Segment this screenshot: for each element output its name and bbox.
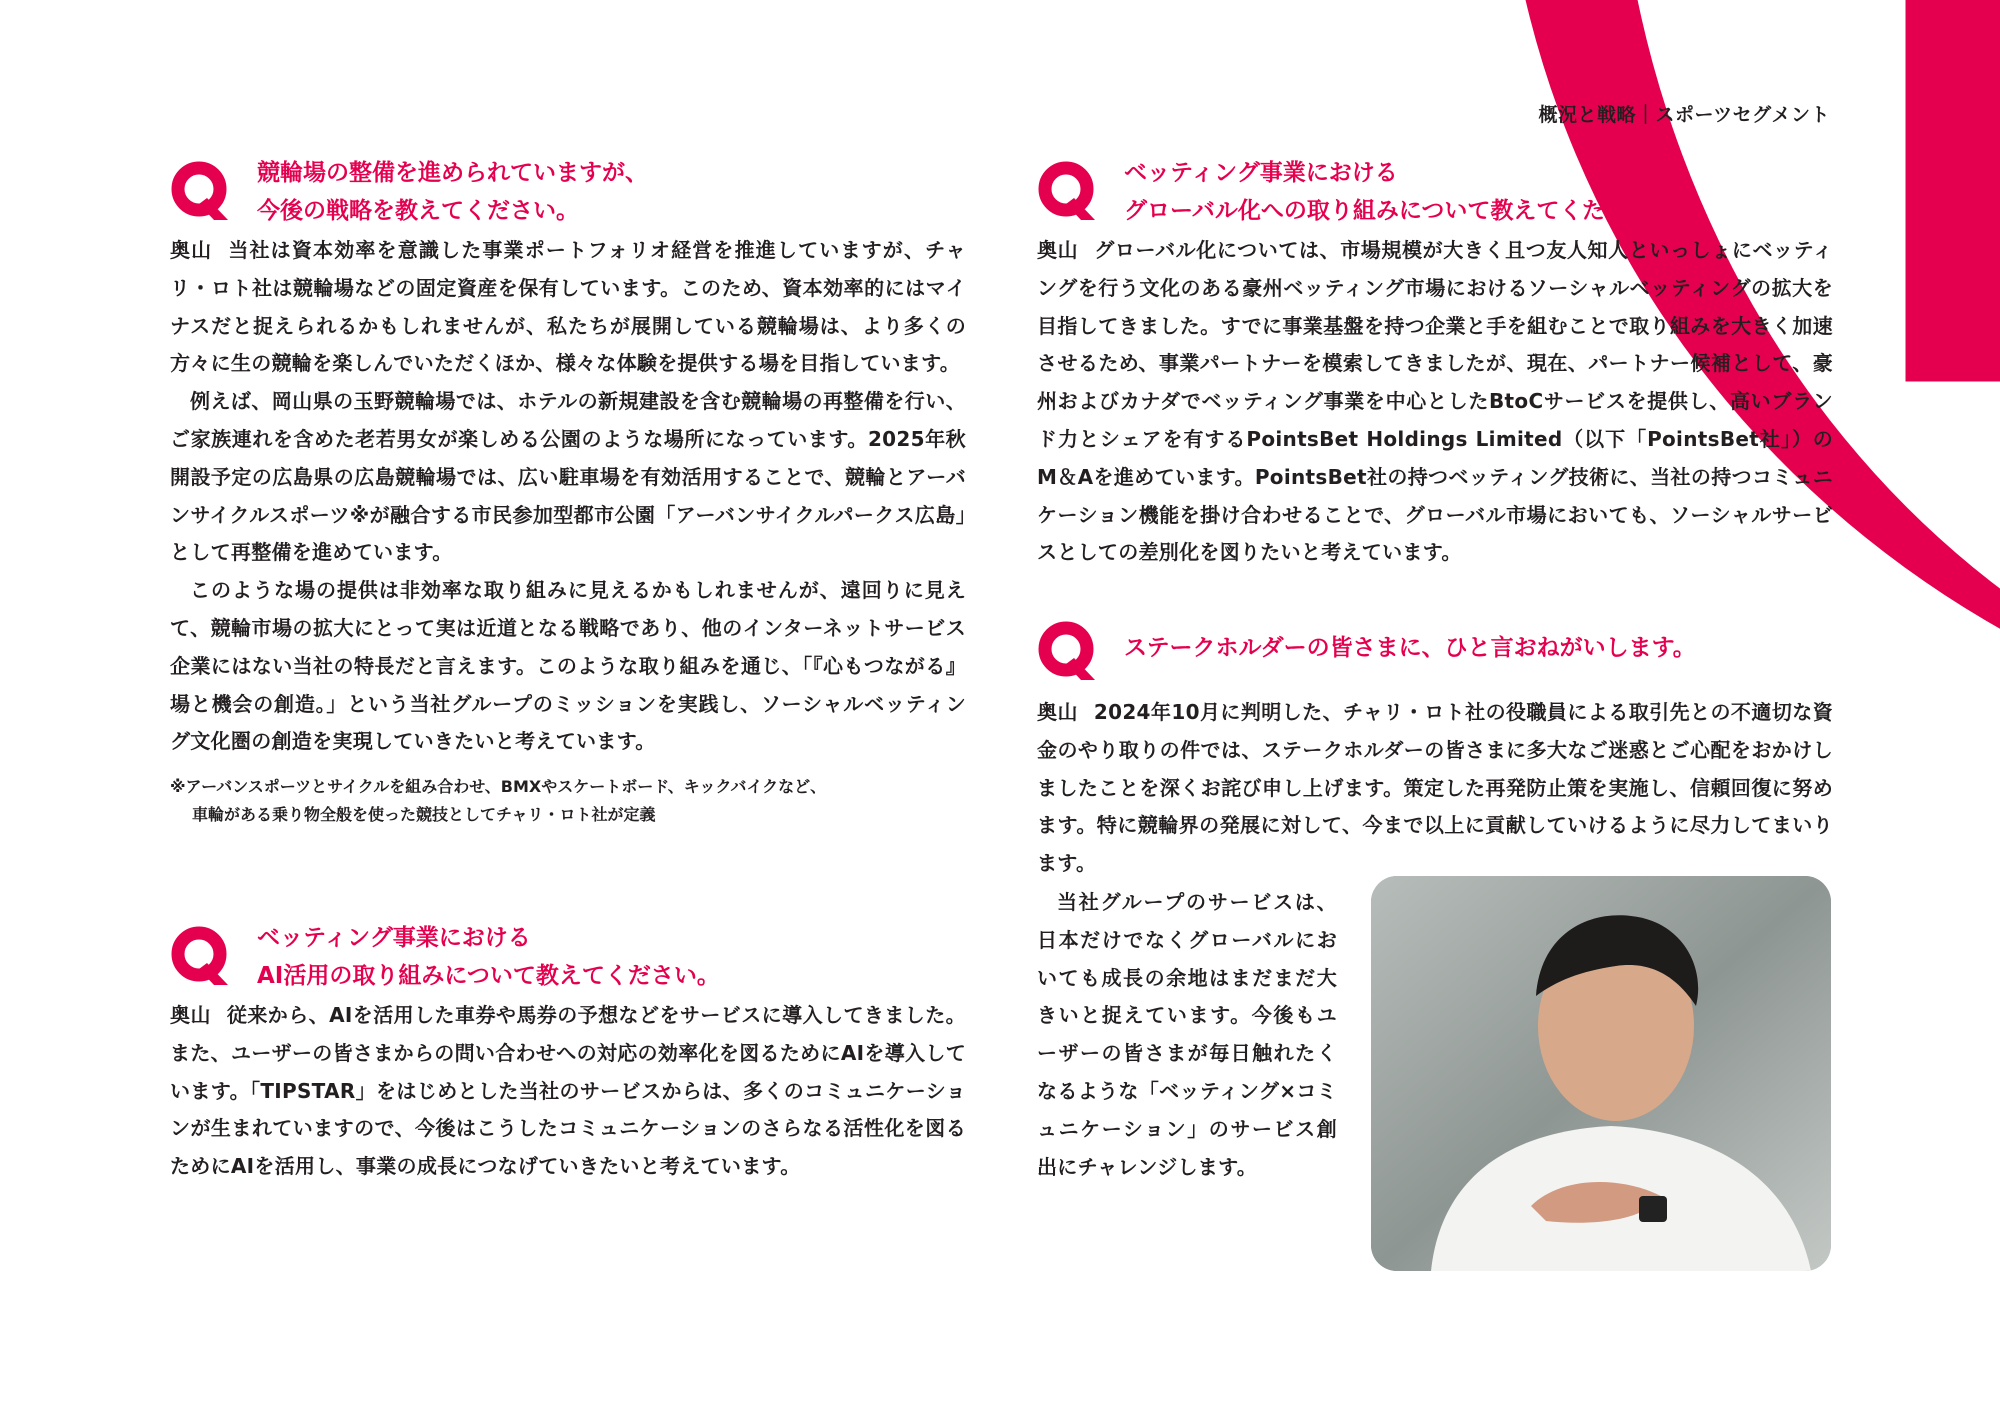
question-heading [1037,612,1833,694]
question-heading [170,152,966,232]
answer-paragraph: 奥山 グローバル化については、市場規模が大きく且つ友人知人といっしょにベッティングを行う文化のある豪州ベッティング市場におけるソーシャルベッティングの拡大を目指してきました。すでに事業基盤を持つ企業と手を組むことで取り組みを大きく加速させるため、事業パートナーを模索してきましたが、現在、パートナー候補として、豪州およびカナダでベッティング事業を中心としたBtoCサービスを提供し、高いブランド力とシェアを有するPointsBet Holdings Limited（以下「PointsBet社」）のM＆Aを進めています。PointsBet社の持つベッティング技術に、当社の持つコミュニケーション機能を掛け合わせることで、グローバル市場においても、ソーシャルサービスとしての差別化を図りたいと考えています。 [1037,238,1833,565]
qa-stadium-strategy [170,152,966,829]
q-mark-icon [170,160,232,222]
speaker-name: 奥山 [170,238,213,262]
answer-paragraph-wrapped: 当社グループのサービスは、日本だけでなくグローバルにおいても成長の余地はまだまだ大きいと捉えています。今後もユーザーの皆さまが毎日触れたくなるような「ベッティング×コミュニケーション」のサービス創出にチャレンジします。 [1037,890,1337,1179]
speaker-name: 奥山 [1037,700,1078,724]
qa-globalization [1037,152,1833,572]
section-header: 概況と戦略｜スポーツセグメント [1538,104,1830,126]
q-mark-icon [1037,620,1099,682]
answer-paragraph: このような場の提供は非効率な取り組みに見えるかもしれませんが、遠回りに見えて、競輪市場の拡大にとって実は近道となる戦略であり、他のインターネットサービス企業にはない当社の特長だと言えます。このような取り組みを通じ、「『心もつながる』場と機会の創造。」という当社グループのミッションを実践し、ソーシャルベッティング文化圏の創造を実現していきたいと考えています。 [170,578,966,754]
q-mark-icon [170,925,232,987]
speaker-name: 奥山 [170,1003,211,1027]
answer-paragraph: 奥山 従来から、AIを活用した車券や馬券の予想などをサービスに導入してきました。また、ユーザーの皆さまからの問い合わせへの対応の効率化を図るためにAIを導入しています。「TIPSTAR」をはじめとした当社のサービスからは、多くのコミュニケーションが生まれていますので、今後はこうしたコミュニケーションのさらなる活性化を図るためにAIを活用し、事業の成長につなげていきたいと考えています。 [170,1003,966,1179]
answer-paragraph: 奥山 2024年10月に判明した、チャリ・ロト社の役職員による取引先との不適切な資金のやり取りの件では、ステークホルダーの皆さまに多大なご迷惑とご心配をおかけしましたことを深くお詫び申し上げます。策定した再発防止策を実施し、信頼回復に努めます。特に競輪界の発展に対して、今まで以上に貢献していけるように尽力してまいります。 [1037,700,1834,876]
answer-paragraph: 例えば、岡山県の玉野競輪場では、ホテルの新規建設を含む競輪場の再整備を行い、ご家族連れを含めた老若男女が楽しめる公園のような場所になっています。2025年秋開設予定の広島県の広島競輪場では、広い駐車場を有効活用することで、競輪とアーバンサイクルスポーツ※が融合する市民参加型都市公園「アーバンサイクルパークス広島」として再整備を進めています。 [170,389,966,565]
answer-paragraph: 奥山 当社は資本効率を意識した事業ポートフォリオ経営を推進していますが、チャリ・ロト社は競輪場などの固定資産を保有しています。このため、資本効率的にはマイナスだと捉えられるかもしれませんが、私たちが展開している競輪場は、より多くの方々に生の競輪を楽しんでいただくほか、様々な体験を提供する場を目指しています。 [170,238,966,376]
question-title: ステークホルダーの皆さまに、ひと言おねがいします。 [1124,635,1696,661]
question-title: ベッティング事業における グローバル化への取り組みについて教えてください。 [1124,160,1675,224]
question-title: ベッティング事業における AI活用の取り組みについて教えてください。 [257,925,720,989]
speaker-name: 奥山 [1037,238,1079,262]
q-mark-icon [1037,160,1099,222]
question-heading [170,917,966,997]
portrait-photo [1371,876,1831,1271]
question-title: 競輪場の整備を進められていますが、 今後の戦略を教えてください。 [257,160,648,224]
question-heading [1037,152,1833,232]
person-silhouette-icon [1371,876,1831,1271]
qa-stakeholder-message [1037,612,1833,883]
footnote: ※アーバンスポーツとサイクルを組み合わせ、BMXやスケートボード、キックバイクなど、 車輪がある乗り物全般を使った競技としてチャリ・ロト社が定義 [170,777,827,825]
qa-ai-usage [170,917,966,1186]
